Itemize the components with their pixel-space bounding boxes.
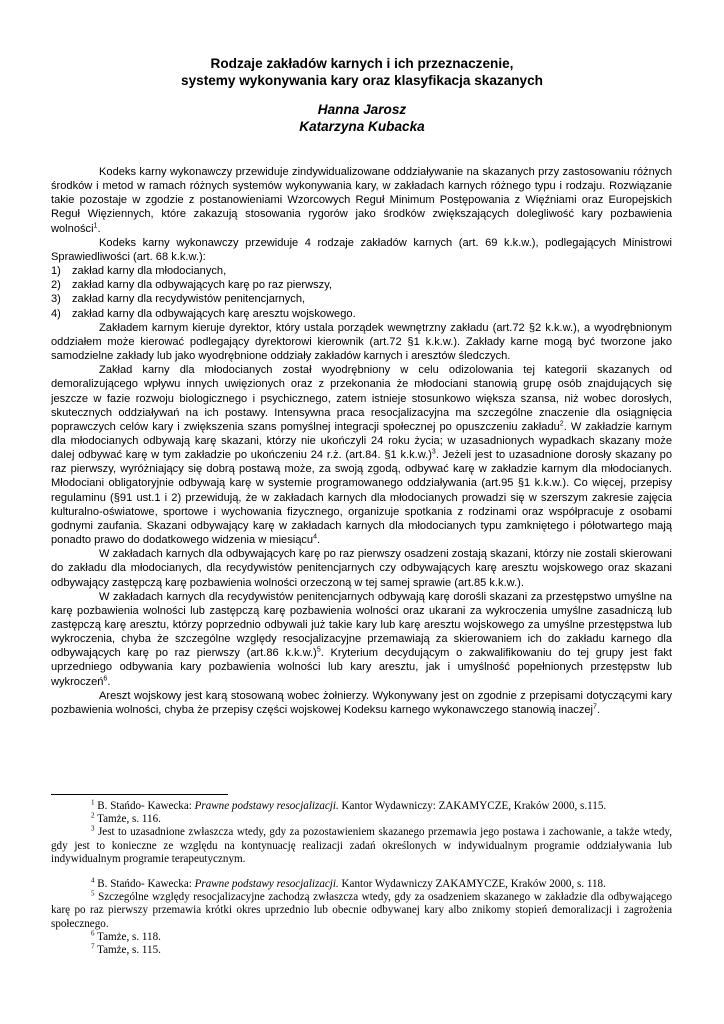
footnote-ref: 7 — [593, 703, 597, 711]
paragraph: Zakład karny dla młodocianych został wyodrębniony w celu odizolowania tej kategorii skazanych od demoralizującego wpływu innych uwięzionych oraz z przekonania że młodociani stanowią grupę osób znajdujących się jeszcze w fazie rozwoju biologicznego i psychicznego, zatem istnieje stosunkowo większa szansa, niż wobec dorosłych, skutecznych oddziaływań na ich postawy. Intensywna praca resocjalizacyjna ma szczególne znaczenie dla osiągnięcia poprawczych celów kary i zwiększenia szans pomyślnej integracji społecznej po opuszczeniu zakładu$^2$. W zakładzie karnym dla młodocianych odbywają karę skazani, którzy nie ukończyli 24 roku życia; w uzasadnionych wypadkach skazany może dalej odbywać karę w tym zakładzie po ukończeniu 24 r.ż. (art.84. §1 k.k.w.)$^3$. Jeżeli jest to uzasadnione dorosły skazany po raz pierwszy, wyróżniający się dobrą postawą może, za swoją zgodą, odbywać karę w zakładzie karnym dla młodocianych. Młodociani obligatoryjnie odbywają karę w systemie programowanego oddziaływania (art.95 §1 k.k.w.). Co więcej, przepisy regulaminu (§91 ust.1 i 2) przewidują, że w zakładach karnych dla młodocianych prowadzi się w szerszym zakresie zajęcia kulturalno-oświatowe, sportowe i wychowania fizycznego, organizuje spotkania z rodzinami oraz współpracuje z osobami godnymi zaufania. Skazani odbywający karę w zakładach karnych dla młodocianych typu zamkniętego i półotwartego mają ponadto prawo do dodatkowego widzenia w miesiącu$^4$. — [51, 364, 673, 547]
document-title — [0, 55, 724, 89]
footnote: $^5$ Szczególne względy resocjalizacyjne zachodzą zwłaszcza wtedy, gdy za osadzeniem skazanego w zakładzie dla odbywającego karę po raz pierwszy przemawia krótki okres uprzednio lub obecnie odbywanej kary albo znikomy stopień demoralizacji i zagrożenia społecznego. — [51, 889, 672, 930]
footnote-separator — [51, 794, 228, 795]
footnote-number: 1 — [91, 798, 95, 807]
list-item-text: zakład karny dla recydywistów penitencjarnych, — [72, 293, 306, 306]
footnote-ref: 4 — [313, 533, 318, 541]
footnote-number: 6 — [91, 929, 95, 938]
paragraph: W zakładach karnych dla odbywających karę po raz pierwszy osadzeni zostają skazani, którzy nie zostali skierowani do zakładu dla młodocianych, dla recydywistów penitencjarnych czy odbywających karę aresztu wojskowego oraz skazani odbywający zastępczą karę pozbawienia wolności orzeczoną w tej samej sprawie (art.85 k.k.w.). — [51, 548, 672, 589]
list-item-text: zakład karny dla odbywających karę po raz pierwszy, — [72, 279, 332, 292]
list-number: 3) — [51, 293, 61, 306]
footnote: $^7$ Tamże, s. 115. — [91, 942, 161, 957]
footnote-ref: 3 — [431, 448, 436, 456]
footnote: $^4$ B. Stańdo- Kawecka: Prawne podstawy resocjalizacji. Kantor Wydawniczy ZAKAMYCZE, Kraków 2000, s. 118. — [91, 876, 606, 891]
footnote-number: 2 — [91, 811, 95, 820]
footnote: $^6$ Tamże, s. 118. — [91, 929, 161, 943]
list-item — [51, 264, 672, 278]
footnote-ref: 2 — [559, 420, 564, 428]
list-item-text: zakład karny dla odbywających karę aresztu wojskowego. — [72, 307, 356, 320]
list-item — [51, 307, 672, 321]
footnote-ref: 1 — [93, 221, 98, 229]
paragraph: Zakładem karnym kieruje dyrektor, który ustala porządek wewnętrzny zakładu (art.72 §2 k.k.w.), a wyodrębnionym oddziałem może kierować podlegający dyrektorowi kierownik (art.72 §1 k.k.w.). Zakłady karne mogą być tworzone jako samodzielne zakłady lub jako wyodrębnione oddziały zakładów karnych i aresztów śledczych. — [51, 321, 672, 363]
paragraph: Kodeks karny wykonawczy przewiduje 4 rodzaje zakładów karnych (art. 69 k.k.w.), podlegających Ministrowi Sprawiedliwości (art. 68 k.k.w.): — [51, 236, 672, 263]
footnote-number: 5 — [91, 889, 95, 898]
author-block — [0, 101, 724, 135]
title-line-1: Rodzaje zakładów karnych i ich przeznaczenie, — [210, 56, 514, 71]
footnote-book-title: Prawne podstawy resocjalizacji. — [194, 878, 339, 891]
paragraph: Areszt wojskowy jest karą stosowaną wobec żołnierzy. Wykonywany jest on zgodnie z przepisami dotyczącymi kary pozbawienia wolności, chyba że przepisy części wojskowej Kodeksu karnego wykonawczego stanowią inaczej$^7$. — [51, 689, 672, 716]
footnote-ref: 6 — [103, 674, 108, 682]
footnote-number: 7 — [91, 942, 95, 951]
list-number: 4) — [51, 307, 61, 320]
author-name: Hanna Jarosz — [317, 102, 407, 117]
author-name: Katarzyna Kubacka — [299, 119, 425, 134]
list-number: 2) — [51, 279, 61, 292]
paragraph: Kodeks karny wykonawczy przewiduje zindywidualizowane oddziaływanie na skazanych przy zastosowaniu różnych środków i metod w ramach różnych systemów wykonywania kary, w zakładach karnych różnego typu i rodzaju. Rozwiązanie takie pozostaje w zgodzie z postanowieniami Wzorcowych Reguł Minimum Postępowania z Więźniami oraz Europejskich Reguł Więziennych, które zakazują stosowania rygorów jako środków zwiększających dolegliwość kary pozbawienia wolności$^1$. — [51, 166, 672, 235]
body-text — [51, 165, 672, 717]
footnote-number: 3 — [91, 824, 95, 833]
footnotes — [51, 800, 672, 957]
prison-types-list — [51, 264, 672, 321]
footnote: $^3$ Jest to uzasadnione zwłaszcza wtedy, gdy za pozostawieniem skazanego przemawia jego postawa i zachowanie, a także wtedy, gdy jest to konieczne ze względu na kontynuację realizacji zadań określonych w indywidualnym programie oddziaływania lub indywidualnym programie terapeutycznym. — [51, 824, 672, 865]
title-line-2: systemy wykonywania kary oraz klasyfikacja skazanych — [181, 73, 543, 88]
list-item — [51, 292, 672, 306]
paragraph: W zakładach karnych dla recydywistów penitencjarnych odbywają karę dorośli skazani za przestępstwo umyślne na karę pozbawienia wolności lub zastępczą karę pozbawienia wolności oraz ukarani za wykroczenia umyślne zasadniczą lub zastępczą karę aresztu, którzy poprzednio odbywali już takie kary lub karę aresztu wojskowego za umyślne przestępstwa lub wykroczenia, chyba że szczególne względy resocjalizacyjne przemawiają za skierowaniem ich do zakładu karnego dla odbywających karę po raz pierwszy (art.86 k.k.w.)$^5$. Kryterium decydującym o zakwalifikowaniu do tej grupy jest fakt uprzedniego odbywania kary pozbawienia wolności lub kary aresztu, jak i umyślność popełnionych przestępstw lub wykroczeń$^6$. — [51, 590, 673, 688]
list-item — [51, 278, 672, 292]
list-number: 1) — [51, 265, 61, 278]
footnote-book-title: Prawne podstawy resocjalizacji. — [194, 800, 339, 812]
footnote-ref: 5 — [316, 646, 321, 654]
footnote: $^2$ Tamże, s. 116. — [91, 811, 161, 826]
list-item-text: zakład karny dla młodocianych, — [72, 265, 227, 278]
footnote-number: 4 — [91, 876, 95, 885]
footnote: $^1$ B. Stańdo- Kawecka: Prawne podstawy resocjalizacji. Kantor Wydawniczy: ZAKAMYCZE, Kraków 2000, s.115. — [91, 798, 607, 812]
